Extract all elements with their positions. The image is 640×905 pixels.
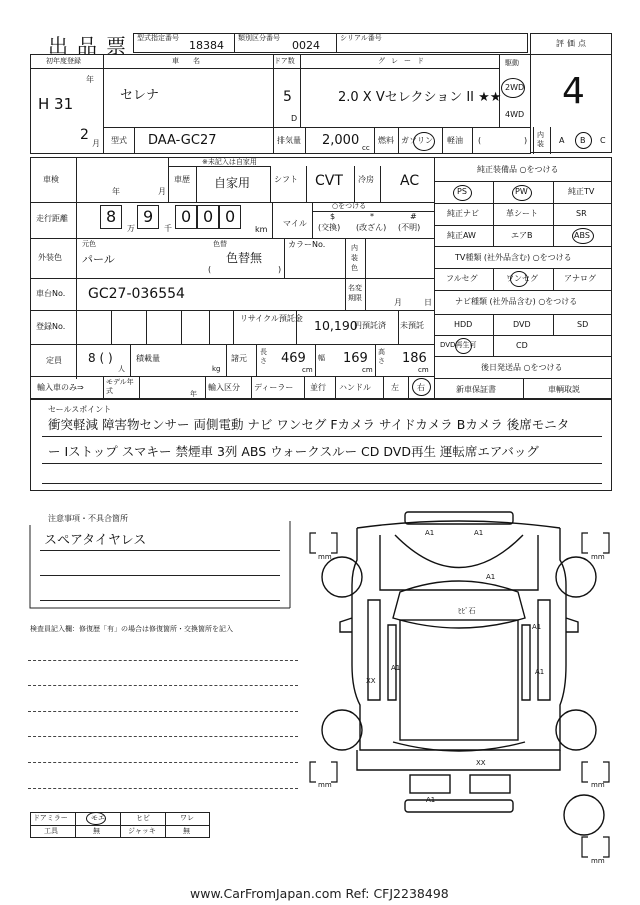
history-value: 自家用 — [214, 176, 251, 190]
model-label: 型式 — [111, 136, 127, 145]
inspection-month: 月 — [158, 187, 166, 196]
displacement-value: 2,000 — [322, 133, 360, 148]
chassis-value: GC27-036554 — [88, 286, 185, 302]
equip-aw: 純正AW — [447, 231, 476, 240]
inspection-label: 車検 — [43, 175, 59, 184]
interior-label: 内装 — [537, 131, 544, 148]
score-label: 評価点 — [556, 39, 589, 48]
mileage-check-note: ○をつける — [332, 202, 367, 210]
handle-right: 右 — [417, 383, 425, 392]
tools-label: 工具 — [44, 827, 58, 835]
color-no-label: カラーNo. — [288, 240, 326, 249]
damage-mark-9: XX — [476, 759, 486, 767]
dims-label: 諸元 — [231, 354, 247, 363]
unknown-sym: # — [410, 212, 417, 221]
warranty-day: 日 — [424, 298, 432, 307]
equip-ps-circle — [453, 185, 472, 201]
mirror-header-2: ヒビ — [136, 814, 150, 822]
handle-right-circle — [412, 378, 431, 396]
docs-header: 後日発送品 ○をつける — [481, 363, 563, 372]
score-value: 4 — [562, 71, 585, 112]
fuel-gasoline: ガソリン — [401, 136, 433, 145]
repaint-paren-open: ( — [208, 265, 212, 274]
navi-cd: CD — [516, 341, 528, 350]
equip-ps: PS — [457, 187, 467, 196]
tv-fullseg: フルセグ — [446, 274, 478, 283]
color-label: 外装色 — [38, 253, 62, 262]
tire-fl-mm: mm — [318, 553, 332, 561]
mirror-moe-circle — [86, 812, 106, 825]
class-code-label: 類別区分番号 — [238, 34, 280, 42]
notes-line-1: スペアタイヤレス — [44, 533, 147, 548]
repaint-label: 色替 — [213, 240, 227, 248]
ac-value: AC — [400, 173, 420, 189]
fuel-label: 燃料 — [378, 136, 394, 145]
displacement-label: 排気量 — [277, 136, 301, 145]
width-value: 169 — [343, 351, 368, 366]
std-equipment-header: 純正装備品 ○をつける — [477, 165, 559, 174]
mileage-digit-5: 0 — [225, 207, 236, 226]
length-unit: cm — [302, 366, 313, 374]
reg-label: 登録No. — [36, 322, 66, 331]
class-code-value: 0024 — [292, 39, 320, 52]
sheet-title: 出品票 — [48, 34, 135, 58]
width-unit: cm — [362, 366, 373, 374]
tv-oneseg: ワンセグ — [506, 274, 538, 283]
capacity-label: 定員 — [46, 356, 62, 365]
first-reg-era: H 31 — [38, 95, 74, 113]
repaint-paren-close: ) — [278, 265, 282, 274]
grade-label: グレード — [378, 57, 430, 65]
load-unit: kg — [212, 365, 221, 373]
import-class-label: 輸入区分 — [208, 383, 240, 392]
month-unit: 月 — [92, 139, 100, 148]
model-code-label: 型式指定番号 — [137, 34, 179, 42]
footer-ref: www.CarFromJapan.com Ref: CFJ2238498 — [190, 886, 449, 901]
interior-b-circle — [575, 132, 592, 149]
length-label: 長さ — [260, 348, 267, 365]
recycle-paid: 円預託済 — [354, 321, 386, 330]
equip-tv: 純正TV — [568, 187, 595, 196]
jack-label: ジャッキ — [128, 827, 156, 835]
handle-left: 左 — [391, 383, 399, 392]
length-value: 469 — [281, 351, 306, 366]
drive-label: 駆動 — [505, 59, 519, 67]
doors-value: 5 — [283, 89, 292, 105]
fuel-diesel: 軽油 — [447, 136, 463, 145]
equip-sr: SR — [576, 209, 587, 218]
tire-spare-mm: mm — [591, 857, 605, 865]
fuel-paren-close: ) — [524, 136, 528, 145]
sales-point-line-2: ー Iストップ スマキー 禁煙車 3列 ABS ウォークスルー CD DVD再生 運転席エアバッグ — [48, 444, 539, 459]
navi-hdd: HDD — [454, 320, 473, 329]
year-unit: 年 — [86, 75, 94, 84]
damage-mark-4: ﾋﾋﾞ石 — [458, 607, 476, 615]
height-value: 186 — [402, 351, 427, 366]
tv-analog: アナログ — [564, 274, 596, 283]
chassis-label: 車台No. — [36, 289, 66, 298]
mileage-digit-2: 9 — [143, 207, 154, 226]
docs-warranty: 新車保証書 — [456, 385, 496, 394]
car-name: セレナ — [120, 88, 160, 103]
door-type: D — [291, 114, 298, 123]
tv-oneseg-circle — [510, 271, 528, 287]
repaint-value: 色替無 — [226, 251, 263, 265]
capacity-value: 8 ( ) — [88, 351, 113, 365]
mileage-mile: マイル — [283, 219, 307, 228]
altered-label: (改ざん) — [356, 223, 387, 232]
load-label: 積載量 — [136, 354, 160, 363]
altered-sym: * — [370, 212, 374, 221]
exchange-sym: $ — [330, 212, 336, 221]
shift-label: シフト — [274, 175, 298, 184]
damage-mark-7: A1 — [535, 668, 545, 676]
serial-label: シリアル番号 — [340, 34, 382, 42]
warranty-month: 月 — [394, 298, 402, 307]
height-label: 高さ — [378, 348, 385, 365]
tire-rr-mm: mm — [591, 781, 605, 789]
import-parallel: 並行 — [310, 383, 326, 392]
width-label: 幅 — [318, 354, 325, 362]
interior-c: C — [600, 136, 606, 145]
notes-label: 注意事項・不具合箇所 — [48, 514, 128, 523]
displacement-unit: cc — [362, 144, 370, 152]
equip-leather: 革シート — [506, 209, 538, 218]
model-year-unit: 年 — [190, 390, 197, 398]
mileage-man: 万 — [127, 224, 135, 233]
model-code-value: 18384 — [189, 39, 224, 52]
unknown-label: (不明) — [398, 223, 421, 232]
mileage-digit-4: 0 — [203, 207, 214, 226]
equip-abs: ABS — [574, 231, 590, 240]
mileage-digit-3: 0 — [181, 207, 192, 226]
fuel-gasoline-circle — [413, 132, 435, 151]
capacity-unit: 人 — [118, 365, 125, 373]
history-label: 車歴 — [174, 175, 190, 184]
mirror-header-1: モエ — [91, 814, 105, 822]
inspector-label: 検査員記入欄：修復歴「有」の場合は修復箇所・交換箇所を記入 — [30, 625, 233, 633]
damage-mark-1: A1 — [425, 529, 435, 537]
damage-mark-10: A1 — [426, 796, 436, 804]
damage-mark-3: A1 — [486, 573, 496, 581]
color-value: パール — [82, 253, 115, 266]
tools-value: 無 — [93, 827, 100, 835]
first-reg-label: 初年度登録 — [46, 57, 81, 65]
doors-label: ドア数 — [274, 57, 295, 65]
interior-color-label: 内装色 — [351, 244, 358, 272]
recycle-value: 10,190 — [314, 318, 358, 333]
mileage-label: 走行距離 — [36, 214, 68, 223]
equip-airbag: エアB — [511, 231, 533, 240]
sales-point-label: セールスポイント — [48, 405, 112, 414]
drive-4wd: 4WD — [505, 110, 525, 119]
interior-a: A — [559, 136, 565, 145]
model-year-label: モデル年式 — [106, 378, 134, 395]
equip-abs-circle — [572, 228, 594, 244]
recycle-label-1: リサイクル預託金 — [240, 314, 303, 323]
navi-dvd-play: DVD再生可 — [440, 341, 477, 349]
fuel-paren-open: ( — [478, 136, 482, 145]
equip-pw: PW — [515, 187, 528, 196]
navi-header: ナビ種類 (社外品含む) ○をつける — [455, 297, 578, 306]
navi-sd: SD — [577, 320, 589, 329]
damage-mark-2: A1 — [474, 529, 484, 537]
recycle-unpaid: 未預託 — [400, 321, 424, 330]
docs-manual: 車輌取説 — [548, 385, 580, 394]
model-value: DAA-GC27 — [148, 133, 217, 148]
inspection-year: 年 — [112, 187, 120, 196]
import-dealer: ディーラー — [254, 383, 294, 392]
ac-label: 冷房 — [358, 175, 374, 184]
orig-color-label: 元色 — [82, 240, 96, 248]
sales-point-line-1: 衝突軽減 障害物センサー 両側電動 ナビ ワンセグ Fカメラ サイドカメラ Bカメラ 後席モニタ — [48, 417, 570, 432]
tv-header: TV種類 (社外品含む) ○をつける — [455, 253, 572, 262]
mileage-km: km — [255, 225, 268, 234]
damage-mark-5: A1 — [532, 623, 542, 631]
first-reg-month: 2 — [80, 127, 89, 143]
interior-b: B — [580, 136, 586, 145]
mileage-sen: 千 — [164, 224, 172, 233]
grade-value: 2.0 X Vセレクション II ★★ — [338, 90, 502, 105]
damage-mark-6: A1 — [391, 664, 401, 672]
navi-dvd-play-circle — [455, 338, 472, 354]
shift-value: CVT — [315, 173, 343, 189]
unrecorded-note: ※未記入は自家用 — [202, 158, 257, 166]
damage-mark-8: XX — [366, 677, 376, 685]
car-name-label: 車名 — [172, 57, 214, 65]
handle-label: ハンドル — [339, 383, 371, 392]
tire-rl-mm: mm — [318, 781, 332, 789]
drive-2wd-circle — [501, 78, 525, 98]
equip-pw-circle — [512, 185, 532, 201]
mirror-header-0: ドアミラー — [33, 814, 68, 822]
mileage-digit-1: 8 — [106, 207, 117, 226]
warranty-label: 名変期限 — [348, 284, 362, 302]
equip-navi: 純正ナビ — [447, 209, 479, 218]
drive-2wd: 2WD — [505, 83, 525, 92]
jack-value: 無 — [183, 827, 190, 835]
exchange-label: (交換) — [318, 223, 341, 232]
import-label: 輸入車のみ⇒ — [37, 383, 84, 392]
tire-fr-mm: mm — [591, 553, 605, 561]
navi-dvd: DVD — [513, 320, 531, 329]
mirror-header-3: ワレ — [180, 814, 194, 822]
height-unit: cm — [418, 366, 429, 374]
